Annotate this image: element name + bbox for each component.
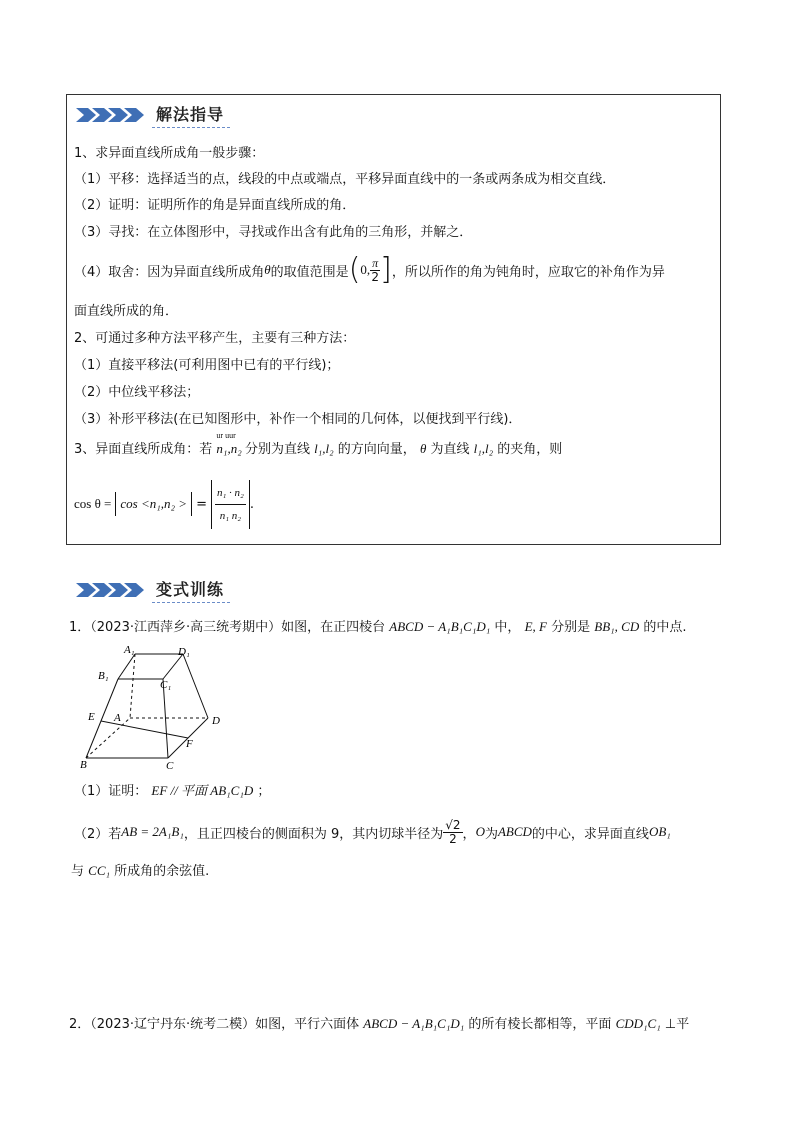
guide-line-9: （2）中位线平移法；: [74, 385, 200, 400]
question-1-part-1: （1）证明： EF // 平面 AB₁C₁D ；: [74, 783, 271, 799]
chevron-arrows-icon: [76, 583, 140, 597]
label-d: D: [212, 715, 220, 727]
edge-ba: [86, 718, 130, 758]
question-1-part-2-cont: 与 CC₁ 所成角的余弦值.: [71, 863, 210, 879]
label-b1: B₁: [98, 670, 109, 682]
question-2-stem: 2．（2023·辽宁丹东·统考二模）如图，平行六面体 ABCD − A₁B₁C₁D₁ 的所有棱长都相等，平面 CDD₁C₁ ⊥平: [69, 1016, 690, 1032]
guide-line-11: 3、异面直线所成角：若 ur uur n₁,n₂ 分别为直线 l₁,l₂ 的方向向量， θ 为直线 l₁,l₂ 的夹角，则: [74, 431, 563, 457]
question-1-stem: 1．（2023·江西萍乡·高三统考期中）如图，在正四棱台 ABCD − A₁B₁C₁D₁ 中， E, F 分别是 BB₁, CD 的中点.: [69, 619, 687, 635]
cos-formula: cos θ = cos <n₁,n₂ > = $\frac{\text{n₁ · n₂}}{\text{n₁ n₂}}$ .: [74, 476, 254, 532]
guide-line-2: （1）平移：选择适当的点，线段的中点或端点，平移异面直线中的一条或两条成为相交直线．: [74, 172, 616, 187]
guide-line-1: 1、求异面直线所成角一般步骤：: [74, 146, 265, 161]
label-a1: A₁: [124, 644, 135, 656]
label-d1: D₁: [178, 646, 190, 658]
label-c: C: [166, 760, 174, 772]
guide-line-6: 面直线所成的角．: [74, 304, 179, 319]
frustum-figure: [80, 642, 230, 772]
label-f: F: [186, 738, 193, 750]
practice-header: [76, 578, 230, 602]
label-a: A: [114, 712, 121, 724]
guide-line-7: 2、可通过多种方法平移产生，主要有三种方法：: [74, 331, 356, 346]
guide-line-4: （3）寻找：在立体图形中，寻找或作出含有此角的三角形，并解之．: [74, 225, 473, 240]
question-1-part-2: （2）若 AB = 2A₁B₁ ，且正四棱台的侧面积为 9，其内切球半径为 $\frac{√2}{2}$ ， O 为 ABCD 的中心，求异面直线 OB₁: [74, 817, 671, 846]
edge-a1a: [130, 654, 135, 718]
sqrt2-over-2: $\frac{√2}{2}$: [445, 817, 461, 846]
cos-fraction: $\frac{\text{n₁ · n₂}}{\text{n₁ n₂}}$: [211, 480, 250, 529]
guide-header: [76, 103, 230, 127]
guide-title: 解法指导: [152, 102, 230, 128]
chevron-arrows-icon: [76, 108, 140, 122]
edge-b1a1: [118, 654, 135, 679]
label-b: B: [80, 759, 87, 771]
guide-line-8: （1）直接平移法(可利用图中已有的平行线)；: [74, 358, 340, 373]
edge-d1d: [183, 654, 208, 718]
guide-line-10: （3）补形平移法(在已知图形中，补作一个相同的几何体，以便找到平行线)．: [74, 412, 522, 427]
pi-over-2: $\frac{\pi}{2}$: [371, 255, 379, 284]
label-e: E: [88, 711, 95, 723]
practice-title: 变式训练: [152, 577, 230, 603]
guide-line-5: （4）取舍：因为异面直线所成角 θ 的取值范围是 ( 0, $\frac{\pi}{2}$ ] ，所以所作的角为钝角时，应取它的补角作为异: [74, 252, 665, 287]
label-c1: C₁: [160, 679, 172, 691]
guide-line-3: （2）证明：证明所作的角是异面直线所成的角．: [74, 198, 356, 213]
